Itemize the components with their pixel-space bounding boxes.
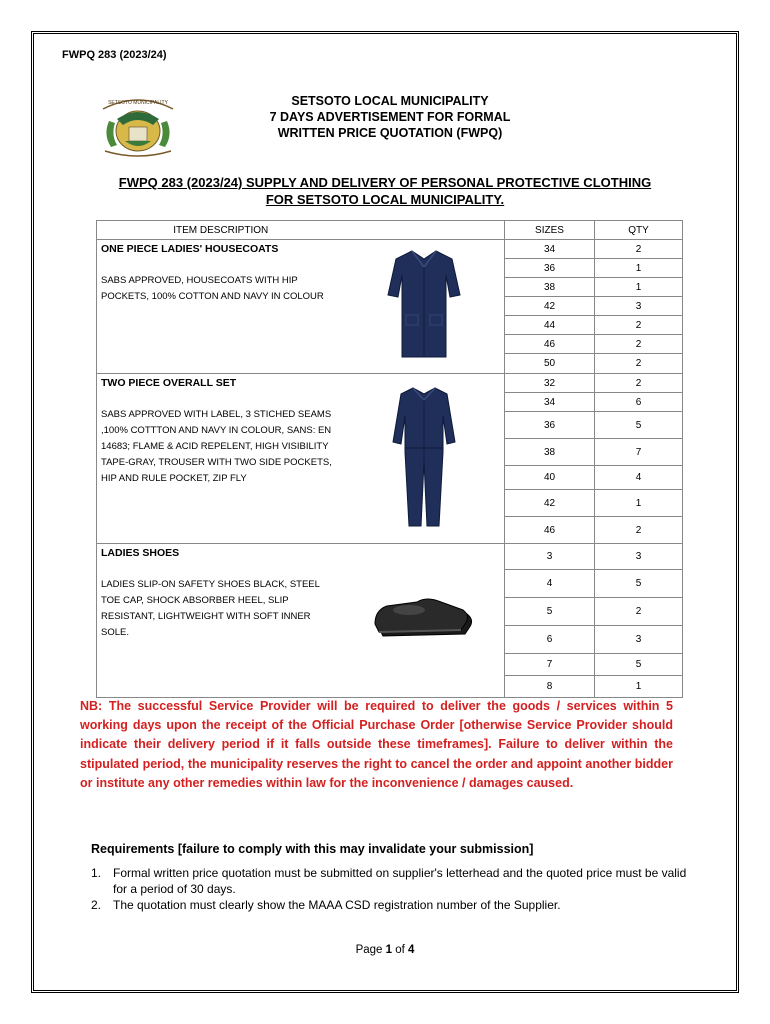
item-description: SABS APPROVED WITH LABEL, 3 STICHED SEAMS ,100% COTTTON AND NAVY IN COLOUR, SANS: EN 14683; FLAME & ACID REPELENT, HIGH VISIBILITY TAPE-GRAY, TROUSER WITH TWO SIDE POCKETS, HIP AND RULE POCKET, ZIP FLY <box>101 409 332 484</box>
list-item <box>91 866 691 897</box>
item-description: LADIES SLIP-ON SAFETY SHOES BLACK, STEEL TOE CAP, SHOCK ABSORBER HEEL, SLIP RESISTANT, LIGHTWEIGHT WITH SOFT INNER SOLE. <box>101 579 320 638</box>
qty-cell: 2 <box>595 354 683 374</box>
size-cell: 8 <box>505 676 595 698</box>
qty-cell: 6 <box>595 393 683 412</box>
qty-cell: 2 <box>595 374 683 393</box>
size-cell: 46 <box>505 517 595 544</box>
organization-heading <box>180 93 600 141</box>
qty-cell: 2 <box>595 335 683 354</box>
qty-cell: 2 <box>595 240 683 259</box>
housecoat-image <box>345 240 505 374</box>
list-text: The quotation must clearly show the MAAA CSD registration number of the Supplier. <box>113 898 561 912</box>
item-shoes-description <box>97 544 345 698</box>
qty-cell: 3 <box>595 297 683 316</box>
qty-cell: 4 <box>595 466 683 490</box>
requirements-list <box>91 866 691 915</box>
qty-cell: 2 <box>595 517 683 544</box>
table-row <box>97 544 683 570</box>
list-text: Formal written price quotation must be submitted on supplier's letterhead and the quoted price must be valid for a period of 30 days. <box>113 866 687 896</box>
list-item <box>91 898 691 914</box>
page-word: Page <box>355 944 383 956</box>
item-name: TWO PIECE OVERALL SET <box>101 377 237 389</box>
item-overall-description <box>97 374 345 544</box>
item-name: ONE PIECE LADIES' HOUSECOATS <box>101 243 279 255</box>
size-cell: 40 <box>505 466 595 490</box>
qty-cell: 5 <box>595 570 683 598</box>
delivery-notice: NB: The successful Service Provider will be required to deliver the goods / services within 5 working days upon the receipt of the Official Purchase Order [otherwise Service Provider should indicate their delivery period if it falls outside these timeframes]. Failure to deliver within the stipulated period, the municipality reserves the right to cancel the order and appoint another bidder or institute any other remedies within law for the inconvenience / damages caused. <box>80 699 673 790</box>
table-header-row <box>97 221 683 240</box>
size-cell: 50 <box>505 354 595 374</box>
qty-cell: 3 <box>595 544 683 570</box>
org-line-1: SETSOTO LOCAL MUNICIPALITY <box>291 94 489 108</box>
size-cell: 46 <box>505 335 595 354</box>
document-title <box>80 174 690 208</box>
size-cell: 34 <box>505 240 595 259</box>
table-row <box>97 374 683 393</box>
header-qty: QTY <box>595 221 683 240</box>
size-cell: 6 <box>505 626 595 654</box>
org-line-3: WRITTEN PRICE QUOTATION (FWPQ) <box>277 126 503 140</box>
size-cell: 42 <box>505 490 595 517</box>
size-cell: 36 <box>505 259 595 278</box>
title-line-1: FWPQ 283 (2023/24) SUPPLY AND DELIVERY OF PERSONAL PROTECTIVE CLOTHING <box>118 175 652 190</box>
qty-cell: 3 <box>595 626 683 654</box>
municipality-logo <box>95 91 181 161</box>
overall-image <box>345 374 505 544</box>
size-cell: 42 <box>505 297 595 316</box>
size-cell: 38 <box>505 278 595 297</box>
logo-text: SETSOTO MUNICIPALITY <box>108 100 168 106</box>
item-description: SABS APPROVED, HOUSECOATS WITH HIP POCKETS, 100% COTTON AND NAVY IN COLOUR <box>101 275 324 302</box>
size-cell: 3 <box>505 544 595 570</box>
item-name: LADIES SHOES <box>101 547 180 559</box>
size-cell: 32 <box>505 374 595 393</box>
size-cell: 34 <box>505 393 595 412</box>
header-sizes: SIZES <box>505 221 595 240</box>
page-total: 4 <box>408 944 415 956</box>
shoes-image <box>345 544 505 698</box>
list-number: 2. <box>91 898 102 912</box>
page-number: 1 <box>385 944 393 956</box>
qty-cell: 5 <box>595 654 683 676</box>
item-housecoat-description <box>97 240 345 374</box>
page-footer <box>0 944 770 956</box>
items-table <box>96 220 683 698</box>
qty-cell: 2 <box>595 598 683 626</box>
qty-cell: 1 <box>595 278 683 297</box>
size-cell: 36 <box>505 412 595 439</box>
list-number: 1. <box>91 866 102 880</box>
size-cell: 7 <box>505 654 595 676</box>
qty-cell: 1 <box>595 259 683 278</box>
qty-cell: 7 <box>595 439 683 466</box>
size-cell: 44 <box>505 316 595 335</box>
of-word: of <box>395 944 405 956</box>
size-cell: 38 <box>505 439 595 466</box>
document-reference: FWPQ 283 (2023/24) <box>62 49 167 61</box>
size-cell: 5 <box>505 598 595 626</box>
table-row <box>97 240 683 259</box>
qty-cell: 1 <box>595 676 683 698</box>
size-cell: 4 <box>505 570 595 598</box>
overall-picture <box>389 382 459 532</box>
requirements-heading: Requirements [failure to comply with this may invalidate your submission] <box>91 842 534 856</box>
housecoat-picture <box>384 245 464 365</box>
title-line-2: FOR SETSOTO LOCAL MUNICIPALITY. <box>265 192 505 207</box>
qty-cell: 2 <box>595 316 683 335</box>
qty-cell: 5 <box>595 412 683 439</box>
org-line-2: 7 DAYS ADVERTISEMENT FOR FORMAL <box>269 110 511 124</box>
shoes-picture <box>369 584 479 654</box>
qty-cell: 1 <box>595 490 683 517</box>
header-item-description: ITEM DESCRIPTION <box>97 221 345 240</box>
